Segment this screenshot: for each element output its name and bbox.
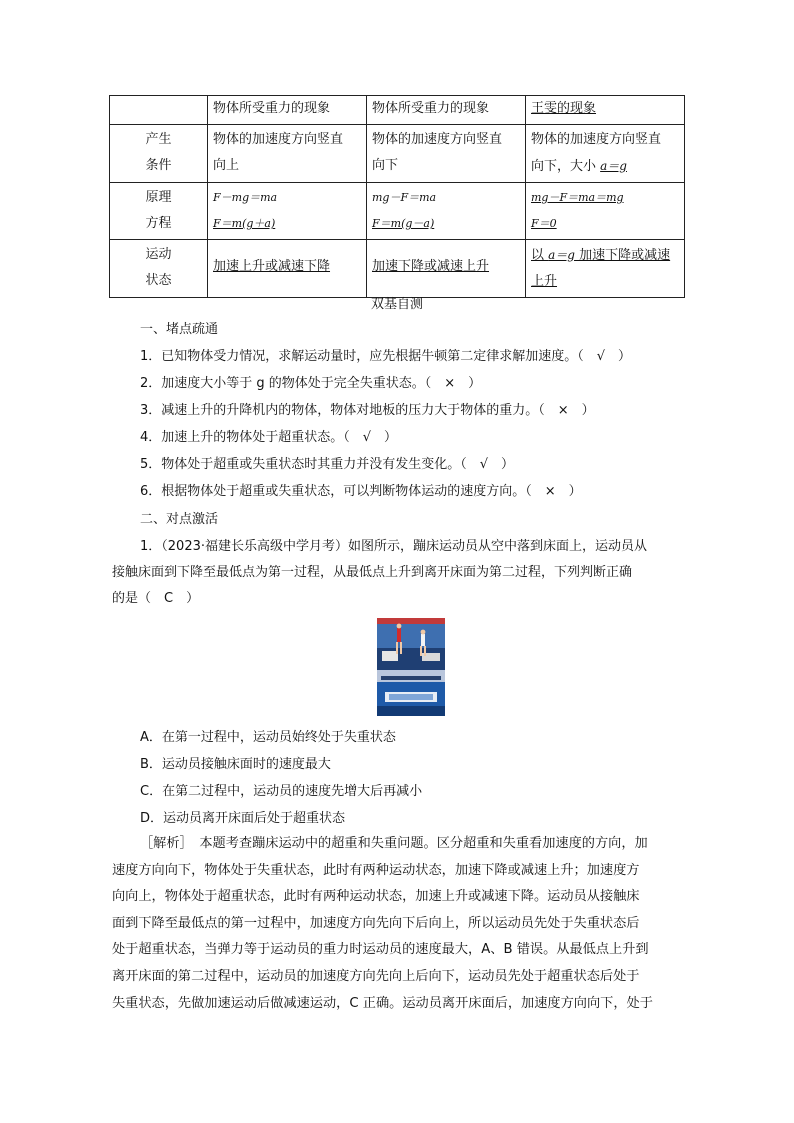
list-item: 3．减速上升的升降机内的物体，物体对地板的压力大于物体的重力。（ × ） — [140, 403, 595, 418]
question-text: 接触床面到下降至最低点为第一过程，从最低点上升到离开床面为第二过程，下列判断正确 — [112, 565, 633, 580]
row-label: 原理 方程 — [110, 183, 208, 240]
row-label: 产生 条件 — [110, 125, 208, 183]
list-item: 1．已知物体受力情况，求解运动量时，应先根据牛顿第二定律求解加速度。（ √ ） — [140, 349, 632, 364]
list-item: 2．加速度大小等于 g 的物体处于完全失重状态。（ × ） — [140, 376, 482, 391]
table-cell: 以 a＝g 加速下降或减速 上升 — [526, 240, 685, 298]
part-heading: 一、堵点疏通 — [140, 322, 219, 337]
table-header-cell — [110, 96, 208, 125]
list-item: 4．加速上升的物体处于超重状态。（ √ ） — [140, 430, 398, 445]
option-a: A．在第一过程中，运动员始终处于失重状态 — [140, 730, 396, 745]
section-title: 双基自测 — [370, 297, 423, 312]
list-item: 5．物体处于超重或失重状态时其重力并没有发生变化。（ √ ） — [140, 457, 515, 472]
option-b: B．运动员接触床面时的速度最大 — [140, 757, 331, 772]
option-c: C．在第二过程中，运动员的速度先增大后再减小 — [140, 784, 423, 799]
analysis-paragraph: ［解析］ 本题考查蹦床运动中的超重和失重问题。区分超重和失重看加速度的方向，加 速度方向向下，物体处于失重状态，此时有两种运动状态，加速下降或减速上升；加速度方 向向上，物体处于超重状态，此时有两种运动状态，加速上升或减速下降。运动员从接触床 面到下降至最低点的第一过程中，加速度方向先向下后向上，所以运动员先处于失重状态后 处于超重状态，当弹力等于运动员的重力时运动员的速度最大，A、B 错误。从最低点上升到 离开床面的第二过程中，运动员的加速度方向先向上后向下，运动员先处于超重状态后处于 失重状态，先做加速运动后做减速运动，C 正确。运动员离开床面后，加速度方向向下，处于 — [112, 836, 653, 1011]
table-cell: 加速上升或减速下降 — [208, 240, 367, 298]
table-cell: 物体的加速度方向竖直 向下，大小 a＝g — [526, 125, 685, 183]
table-header-row — [110, 96, 685, 125]
list-item: 6．根据物体处于超重或失重状态，可以判断物体运动的速度方向。（ × ） — [140, 484, 582, 499]
table-header-cell: 王雯的现象 — [526, 96, 685, 125]
table-row — [110, 125, 685, 183]
table-row — [110, 183, 685, 240]
table-cell: mg－F＝ma＝mg F＝0 — [526, 183, 685, 240]
table-row — [110, 240, 685, 298]
trampoline-photo-graphic — [377, 618, 445, 716]
option-d: D．运动员离开床面后处于超重状态 — [140, 811, 346, 826]
table-cell: 物体的加速度方向竖直 向上 — [208, 125, 367, 183]
analysis-tag: ［解析］ — [140, 836, 187, 851]
table-cell: mg－F＝ma F＝m(g－a) — [367, 183, 526, 240]
table-header-cell: 物体所受重力的现象 — [367, 96, 526, 125]
row-label: 运动 状态 — [110, 240, 208, 298]
comparison-table — [109, 95, 685, 298]
table-cell: F－mg＝ma F＝m(g＋a) — [208, 183, 367, 240]
table-cell: 加速下降或减速上升 — [367, 240, 526, 298]
table-cell: 物体的加速度方向竖直 向下 — [367, 125, 526, 183]
table-header-cell: 物体所受重力的现象 — [208, 96, 367, 125]
part-heading: 二、对点激活 — [140, 512, 219, 527]
trampoline-photo — [377, 618, 445, 716]
question-text: 的是（ C ） — [112, 591, 200, 606]
question-text: 1．（2023·福建长乐高级中学月考）如图所示，蹦床运动员从空中落到床面上，运动员从 — [140, 539, 647, 554]
